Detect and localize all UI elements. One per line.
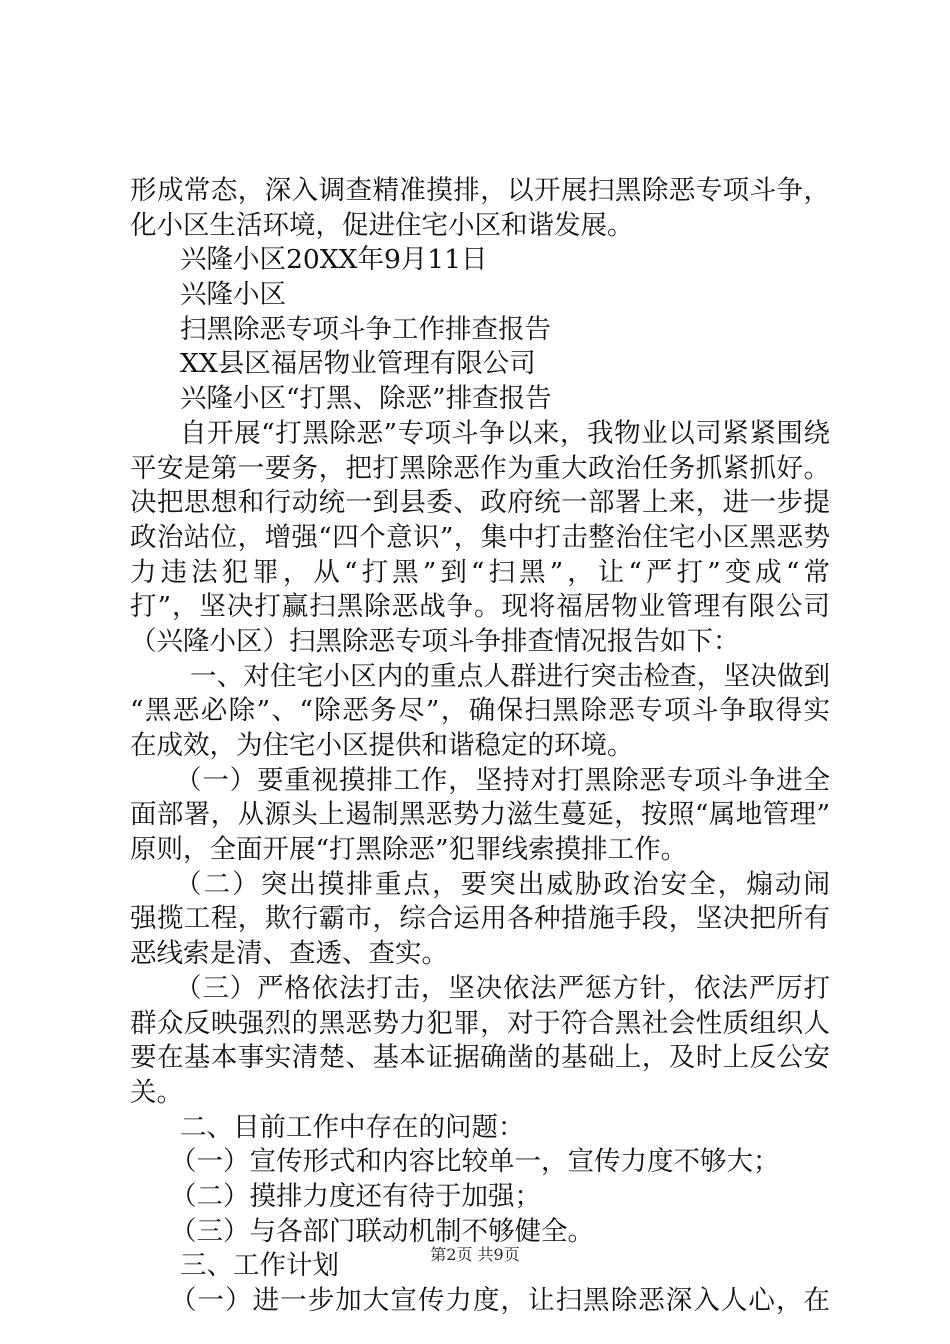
text-line: “黑恶必除”、“除恶务尽”，确保扫黑除恶专项斗争取得实 [130, 695, 830, 727]
text-line: 扫黑除恶专项斗争工作排查报告 [180, 313, 551, 345]
text-line: 面部署，从源头上遏制黑恶势力滋生蔓延，按照“属地管理” [130, 799, 830, 831]
text-line: 在成效，为住宅小区提供和谐稳定的环境。 [130, 730, 634, 761]
text-line: 群众反映强烈的黑恶势力犯罪，对于符合黑社会性质组织人 [130, 1007, 830, 1039]
text-line: 决把思想和行动统一到县委、政府统一部署上来，进一步提 [130, 487, 830, 519]
text-line: （一）要重视摸排工作，坚持对打黑除恶专项斗争进全 [175, 764, 830, 796]
text-line: （一）宣传形式和内容比较单一，宣传力度不够大； [170, 1146, 780, 1178]
text-line: （一）进一步加大宣传力度，让扫黑除恶深入人心，在 [170, 1285, 830, 1316]
text-line: 兴隆小区20XX年9月11日 [180, 244, 488, 276]
text-line: （三）严格依法打击，坚决依法严惩方针，依法严厉打 [175, 972, 830, 1004]
text-line: 强揽工程，欺行霸市，综合运用各种措施手段，坚决把所有 [130, 903, 830, 935]
text-line: （兴隆小区）扫黑除恶专项斗争排查情况报告如下： [130, 625, 740, 657]
text-line: 平安是第一要务，把打黑除恶作为重大政治任务抓紧抓好。 [130, 452, 830, 484]
text-line: 二、目前工作中存在的问题： [180, 1111, 525, 1143]
text-line: 关。 [130, 1076, 183, 1108]
text-line: XX县区福居物业管理有限公司 [180, 348, 536, 380]
text-line: 力违法犯罪，从“打黑”到“扫黑”，让“严打”变成“常 [130, 556, 830, 588]
text-line: 自开展“打黑除恶”专项斗争以来，我物业以司紧紧围绕 [180, 417, 830, 449]
text-line: 三、工作计划 [180, 1250, 339, 1282]
text-line: 形成常态，深入调查精准摸排，以开展扫黑除恶专项斗争， [130, 175, 830, 206]
document-body [130, 174, 830, 1319]
text-line: 要在基本事实清楚、基本证据确凿的基础上，及时上反公安 [130, 1042, 830, 1074]
text-line: （三）与各部门联动机制不够健全。 [170, 1215, 594, 1247]
text-line: 政治站位，增强“四个意识”，集中打击整治住宅小区黑恶势 [130, 521, 830, 553]
text-line: （二）突出摸排重点，要突出威胁政治安全，煽动闹 [175, 868, 830, 900]
page-footer: 第2页 共9页 [430, 1245, 520, 1264]
text-line: 兴隆小区 [180, 279, 286, 311]
text-line: 打”，坚决打赢扫黑除恶战争。现将福居物业管理有限公司 [130, 591, 830, 623]
text-line: （二）摸排力度还有待于加强； [170, 1180, 541, 1212]
text-line: 原则，全面开展“打黑除恶”犯罪线索摸排工作。 [130, 834, 688, 866]
text-line: 兴隆小区“打黑、除恶”排查报告 [180, 383, 552, 415]
text-line: 恶线索是清、查透、查实。 [130, 938, 448, 970]
text-line: 一、对住宅小区内的重点人群进行突击检查，坚决做到 [190, 660, 830, 692]
text-line: 化小区生活环境，促进住宅小区和谐发展。 [130, 209, 634, 241]
